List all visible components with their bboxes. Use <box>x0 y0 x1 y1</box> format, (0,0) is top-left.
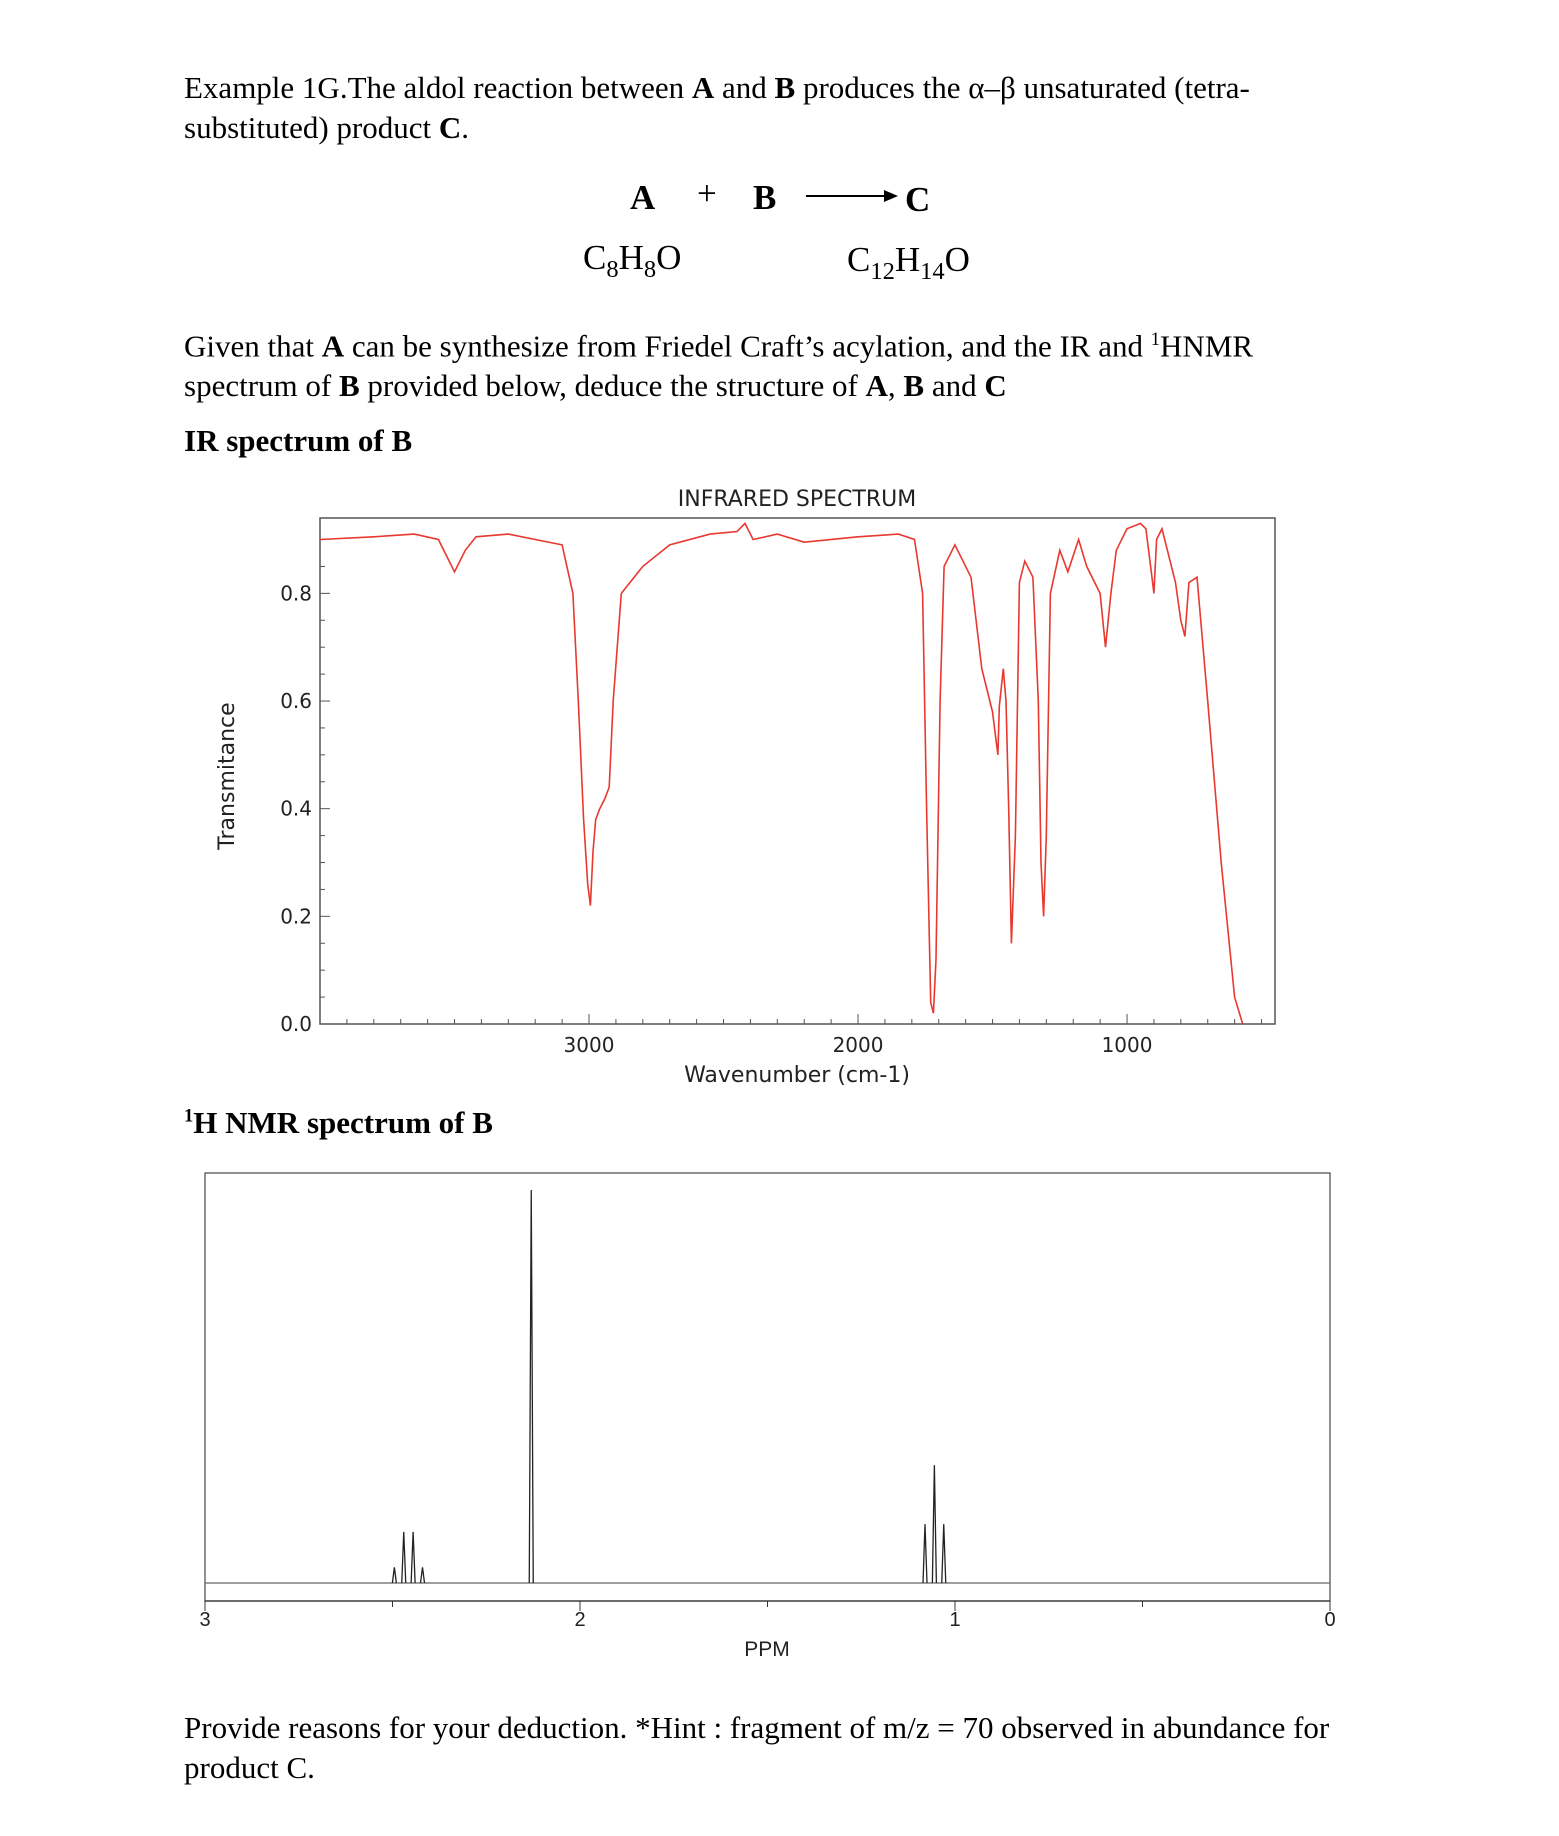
ir-chart-title: INFRARED SPECTRUM <box>677 487 917 512</box>
formula-a <box>583 238 681 284</box>
ir-y-tick-label: 0.8 <box>280 581 312 606</box>
nmr-peak <box>923 1524 927 1583</box>
superscript-one: 1 <box>1150 329 1161 350</box>
formula-subscript: 14 <box>920 258 945 285</box>
ir-y-tick-label: 0.4 <box>280 796 312 821</box>
intro-text: Example 1G.The aldol reaction between <box>184 70 692 105</box>
reactant-a: A <box>630 178 656 217</box>
nmr-x-axis-label: PPM <box>744 1638 790 1661</box>
formula-element: H <box>894 240 921 279</box>
nmr-peak <box>529 1190 533 1583</box>
ir-y-tick-label: 0.6 <box>280 689 312 714</box>
formula-element: H <box>618 238 644 277</box>
nmr-heading-text: H NMR spectrum of B <box>193 1105 493 1140</box>
nmr-peak <box>392 1567 396 1583</box>
nmr-peak <box>942 1524 946 1583</box>
product-c: C <box>905 180 931 219</box>
nmr-peak <box>411 1532 415 1583</box>
given-text: can be synthesize from Friedel Craft’s acylation, and the IR and <box>344 328 1151 364</box>
ir-y-tick-label: 0.0 <box>280 1012 312 1036</box>
ir-series-line <box>320 523 1243 1024</box>
formula-subscript: 12 <box>870 258 895 285</box>
ir-y-tick-labels <box>280 581 312 1036</box>
compound-c-label: C <box>984 368 1007 404</box>
intro-text: . <box>461 110 469 145</box>
formula-element: C <box>583 238 607 277</box>
ir-axis-ticks <box>320 540 1262 1024</box>
compound-c-label: C <box>438 110 462 145</box>
ir-heading: IR spectrum of B <box>184 423 413 458</box>
compound-b-label: B <box>338 368 360 404</box>
compound-a-label: A <box>691 70 715 105</box>
given-text: , <box>887 368 904 404</box>
reactant-b: B <box>753 178 777 217</box>
nmr-heading <box>184 1105 493 1141</box>
intro-paragraph <box>184 68 1344 148</box>
nmr-plot-frame <box>205 1173 1330 1601</box>
intro-text: and <box>714 70 775 105</box>
nmr-peak <box>402 1532 406 1583</box>
ir-x-tick-label: 3000 <box>563 1033 615 1057</box>
ir-x-tick-labels <box>564 1033 1153 1057</box>
ir-x-axis-label: Wavenumber (cm-1) <box>684 1063 910 1088</box>
superscript-one: 1 <box>184 1105 194 1127</box>
compound-b-label: B <box>774 70 796 105</box>
ir-spectrum-chart <box>200 476 1300 1096</box>
nmr-peak <box>932 1465 936 1583</box>
intro-text: produces the α–β unsaturated (tetra-substituted) product <box>184 70 1250 145</box>
compound-b-label: B <box>903 368 925 404</box>
footer-paragraph: Provide reasons for your deduction. *Hint : fragment of m/z = 70 observed in abundance for product C. <box>184 1710 1330 1785</box>
given-text: provided below, deduce the structure of <box>359 368 866 404</box>
given-text: HNMR spectrum of <box>184 328 1254 404</box>
ir-plot-frame <box>320 518 1275 1024</box>
ir-y-tick-label: 0.2 <box>280 904 312 929</box>
nmr-x-tick-label: 1 <box>949 1609 961 1631</box>
nmr-peak <box>421 1567 425 1583</box>
formula-c <box>847 240 970 286</box>
compound-a-label: A <box>321 328 345 364</box>
formula-element: C <box>847 240 871 279</box>
ir-x-tick-label: 2000 <box>832 1033 884 1057</box>
ir-x-tick-label: 1000 <box>1101 1033 1153 1057</box>
nmr-peaks <box>392 1190 945 1583</box>
compound-a-label: A <box>865 368 888 404</box>
given-text: Given that <box>184 328 322 364</box>
nmr-x-tick-labels <box>199 1609 1335 1631</box>
nmr-x-tick-label: 0 <box>1324 1609 1336 1631</box>
ir-y-axis-label: Transmitance <box>215 702 240 850</box>
nmr-axis-ticks <box>205 1601 1330 1611</box>
reaction-arrow-icon <box>806 184 898 208</box>
formula-subscript: 8 <box>643 256 657 283</box>
given-paragraph <box>184 320 1344 406</box>
nmr-spectrum-chart <box>190 1168 1350 1688</box>
formula-subscript: 8 <box>606 256 619 283</box>
nmr-x-tick-label: 2 <box>574 1609 586 1631</box>
formula-element: O <box>944 240 970 279</box>
given-text: and <box>924 368 985 404</box>
plus-sign: + <box>697 174 717 213</box>
formula-element: O <box>656 238 682 277</box>
nmr-x-tick-label: 3 <box>199 1609 211 1631</box>
